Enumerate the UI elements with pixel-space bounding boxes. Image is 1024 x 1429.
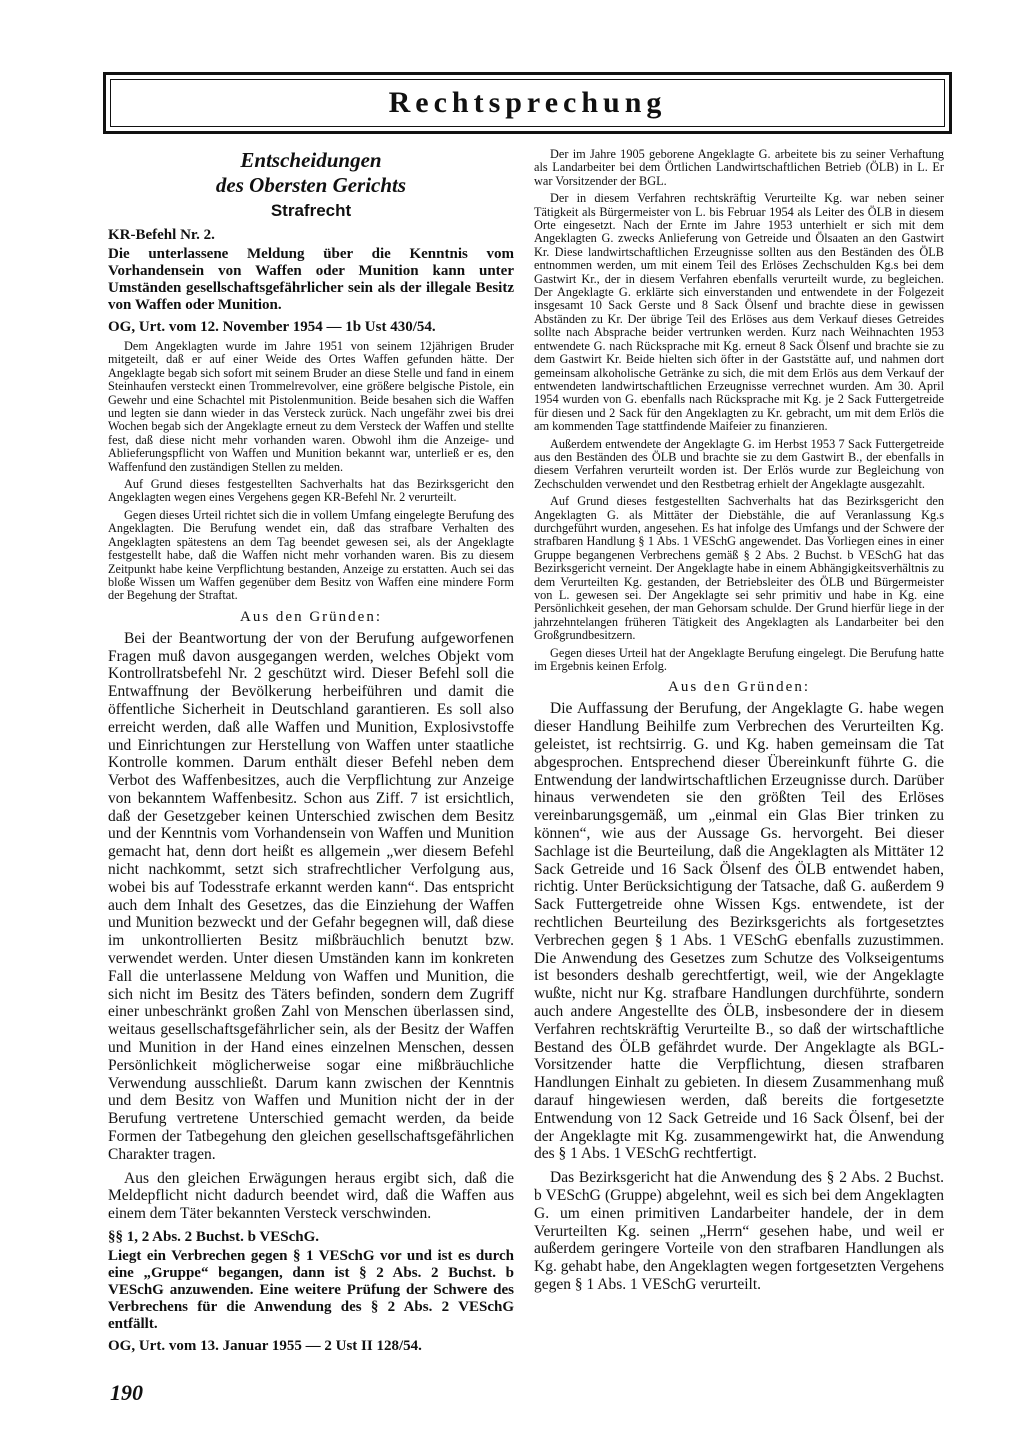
article-subtitle: Strafrecht [270,201,352,220]
section-header [103,72,952,134]
article-title-line2: des Obersten Gerichts [215,173,407,197]
case1-facts-paragraph: Auf Grund dieses festgestellten Sachverhalts hat das Bezirksgericht den Angeklagten wegen eines Vergehens gegen KR-Befehl Nr. 2 verurteilt. [108,477,514,505]
case2-law-reference: §§ 1, 2 Abs. 2 Buchst. b VESchG. [108,1229,320,1246]
section-header-inner-frame [110,79,945,127]
left-column [108,148,514,1359]
case2-facts-paragraph: Der im Jahre 1905 geborene Angeklagte G. arbeitete bis zu seiner Verhaftung als Landarbeiter bei dem Örtlichen Landwirtschaftlichen Betrieb (ÖLB) in L. Er war Vorsitzender der BGL. [534,147,944,188]
case2-citation: OG, Urt. vom 13. Januar 1955 — 2 Ust II 128/54. [108,1338,422,1355]
case2-grounds-paragraph: Die Auffassung der Berufung, der Angeklagte G. habe wegen dieser Handlung Beihilfe zum Verbrechen des Verurteilten Kg. geleistet, ist rechtsirrig. G. und Kg. haben gemeinsam die Tat abgesprochen. Entsprechend dieser Übereinkunft führte G. die Entwendung der landwirtschaftlichen Erzeugnisse durch. Darüber hinaus verwendeten sie den größten Teil des Erlöses vereinbarungsgemäß, um „einmal ein Glas Bier trinken zu können“, wie aus der Aussage Gs. hervorgeht. Bei dieser Sachlage ist die Beurteilung, daß die Angeklagten als Mittäter 12 Sack Getreide und 16 Sack Ölsenf des ÖLB entwendet haben, richtig. Unter Berücksichtigung der Tatsache, daß G. außerdem 9 Sack Futtergetreide ohne Wissen Kgs. entwendete, ist der rechtlichen Beurteilung des Bezirksgerichts als fortgesetztes Verbrechen gegen § 1 Abs. 1 VESchG ebenfalls zuzustimmen. Die Anwendung des Gesetzes zum Schutze des Volkseigentums ist besonders deshalb gerechtfertigt, weil, wie der Angeklagte wußte, nicht nur Kg. strafbare Handlungen durchführte, sondern auch andere Angestellte des ÖLB, insbesondere der in diesem Verfahren rechtskräftig Verurteilte B., so daß der wirtschaftliche Bestand des ÖLB gefährdet wurde. Der Angeklagte als BGL-Vorsitzender hatte die Verpflichtung, diesen strafbaren Handlungen Einhalt zu gebieten. In diesem Zusammenhang muß darauf hingewiesen werden, daß bereits die fortgesetzte Entwendung von 12 Sack Getreide und 16 Sack Ölsenf, bei der der Angeklagte mit Kg. zusammengewirkt hat, die Anwendung des § 1 Abs. 1 VESchG rechtfertigt. [534,700,944,1163]
page-number: 190 [110,1380,143,1405]
case1-grounds-paragraph: Aus den gleichen Erwägungen heraus ergibt sich, daß die Meldepflicht nicht dadurch beendet wird, daß die Waffen aus einem dem Täter bekannten Versteck verschwinden. [108,1169,514,1223]
case2-facts-paragraph: Außerdem entwendete der Angeklagte G. im Herbst 1953 7 Sack Futtergetreide aus den Beständen des ÖLB und brachte sie zu dem Gastwirt B., der ebenfalls in diesem Verfahren verurteilt worden ist. Der Erlös wurde zur Begleichung von Zechschulden verwendet und den Restbetrag erhielt der Angeklagte ausgezahlt. [534,436,944,491]
case1-citation: OG, Urt. vom 12. November 1954 — 1b Ust 430/54. [108,319,436,335]
article-title-line1: Entscheidungen [240,148,382,172]
case2-headnote: Liegt ein Verbrechen gegen § 1 VESchG vor und ist es durch eine „Gruppe“ begangen, dann ist § 2 Abs. 2 Buchst. b VESchG anzuwenden. Eine weitere Prüfung der Schwere des Verbrechens für die Anwendung des § 2 Abs. 2 VESchG entfällt. [108,1248,514,1333]
section-title: Rechtsprechung [388,86,667,119]
case1-facts-paragraph: Gegen dieses Urteil richtet sich die in vollem Umfang eingelegte Berufung des Angeklagten. Die Berufung wendet ein, daß das strafbare Verhalten des Angeklagten spätestens an dem Tag beendet gewesen sei, als der Angeklagte festgestellt habe, daß die Waffen nicht mehr vorhanden waren. Bis zu diesem Zeitpunkt habe keine Verpflichtung bestanden, Anzeige zu erstatten. Auch sei das bloße Wissen um Waffen gegenüber dem Besitz von Waffen eine mindere Form der Begehung der Straftat. [108,507,514,603]
right-column [534,148,944,1300]
case2-grounds-paragraph: Das Bezirksgericht hat die Anwendung des § 2 Abs. 2 Buchst. b VESchG (Gruppe) abgelehnt, weil es sich bei dem Angeklagten G. um einen primitiven Landarbeiter handele, der in dem Verurteilten Kg. seinen „Herrn“ gesehen habe, und weil er außerdem geringere Vorteile von den strafbaren Handlungen als Kg. gehabt habe, den Angeklagten wegen fortgesetzten Vergehens gegen § 1 Abs. 1 VESchG verurteilt. [534,1169,944,1293]
case1-facts-paragraph: Dem Angeklagten wurde im Jahre 1951 von seinem 12jährigen Bruder mitgeteilt, daß er auf einer Weide des Ortes Waffen gefunden hätte. Der Angeklagte begab sich sofort mit seinem Bruder an diese Stelle und fand in einem Steinhaufen versteckt einen Trommelrevolver, eine größere belgische Pistole, ein Gewehr und eine Schachtel mit Pistolenmunition. Beide besahen sich die Waffen und legten sie dann wieder in das Versteck zurück. Nach ungefähr zwei bis drei Wochen begab sich der Angeklagte erneut zu dem Versteck der Waffen und stellte fest, daß diese nicht mehr vorhanden waren. Obwohl ihm die Anzeige- und Ablieferungspflicht von Waffen und Munition bekannt war, unterließ er es, den Waffenfund den zuständigen Stellen zu melden. [108,339,514,474]
case2-facts-paragraph: Gegen dieses Urteil hat der Angeklagte Berufung eingelegt. Die Berufung hatte im Ergebnis keinen Erfolg. [534,645,944,674]
case1-headnote: Die unterlassene Meldung über die Kenntnis vom Vorhandensein von Waffen oder Munition kann unter Umständen gesellschaftsgefährlicher sein als der illegale Besitz von Waffen oder Munition. [108,246,514,313]
case2-facts-paragraph: Auf Grund dieses festgestellten Sachverhalts hat das Bezirksgericht den Angeklagten G. als Mittäter der Diebstähle, die auf Veranlassung Kg.s durchgeführt wurden, angesehen. Es hat infolge des Umfangs und der Schwere der strafbaren Handlung § 1 Abs. 1 VESchG angewendet. Das Vorliegen eines in einer Gruppe begangenen Verbrechens gemäß § 2 Abs. 2 Buchst. b VESchG hat das Bezirksgericht verneint. Der Angeklagte habe in einem Abhängigkeitsverhältnis zu dem Verurteilten Kg. gestanden, der Betriebsleiter des ÖLB und Bürgermeister von L. gewesen sei. Der Angeklagte sei sehr primitiv und habe in Kg. eine Persönlichkeit gesehen, der man Gehorsam schulde. Der Grund hierfür liege in der jahrzehntelangen früheren Tätigkeit des Angeklagten als Landarbeiter bei den Großgrundbesitzern. [534,494,944,643]
case1-grounds-heading: Aus den Gründen: [240,608,382,625]
case1-law-reference: KR-Befehl Nr. 2. [108,227,215,243]
case2-facts-paragraph: Der in diesem Verfahren rechtskräftig Verurteilte Kg. war neben seiner Tätigkeit als Bürgermeister von L. bis Februar 1954 als Leiter des ÖLB in diesem Orte eingesetzt. Nach der Ernte im Jahre 1953 unterhielt er sich mit dem Angeklagten G. zwecks Anlieferung von Getreide und Ölsaaten an den Gastwirt Kr. Diese landwirtschaftlichen Erzeugnisse sollten aus den Beständen des ÖLB entnommen werden, um mit einem Teil des Erlöses Zechschulden Kg.s bei dem Gastwirt Kr., der in diesem Verfahren ebenfalls verurteilt wurde, zu begleichen. Der Angeklagte G. erklärte sich einverstanden und entwendete in der Folgezeit insgesamt 10 Sack Gerste und 8 Sack Ölsenf und brachte diese in gewissen Abständen zu Kr. Der übrige Teil des Erlöses aus dem Verkauf dieses Getreides sollte nach Absprache beider vertrunken werden. Kurz nach Weihnachten 1953 entwendete G. nach Rücksprache mit Kg. erneut 8 Sack Ölsenf und brachte sie zu dem Gastwirt Kr. Beide hielten sich öfter in der Gaststätte auf, und nahmen dort gemeinsam alkoholische Getränke zu sich, die mit dem Erlös aus dem Verkauf der entwendeten landwirtschaftlichen Erzeugnisse verrechnet wurden. Am 30. April 1954 wurden von G. ebenfalls nach Rücksprache mit Kg. je 2 Sack Futtergetreide für diesen und 2 Sack für den Angeklagten zu Kr. gebracht, um mit dem Erlös die am kommenden Tage stattfindende Maifeier zu finanzieren. [534,191,944,434]
case2-grounds-heading: Aus den Gründen: [668,679,810,696]
case1-grounds-paragraph: Bei der Beantwortung der von der Berufung aufgeworfenen Fragen muß davon ausgegangen werden, welches Objekt vom Kontrollratsbefehl Nr. 2 geschützt wird. Dieser Befehl soll die Entwaffnung der Bevölkerung herbeiführen und damit die öffentliche Sicherheit in Deutschland garantieren. Es soll also erreicht werden, daß alle Waffen und Munition, Explosivstoffe und Einrichtungen zur Herstellung von Waffen unter staatliche Kontrolle kommen. Darum enthält dieser Befehl neben dem Verbot des Waffenbesitzes, auch die Verpflichtung zur Anzeige von bekanntem Waffenbesitz. Schon aus Ziff. 7 ist ersichtlich, daß der Gesetzgeber keinen Unterschied zwischen dem Besitz und der Kenntnis vom Vorhandensein von Waffen und Munition gemacht hat, denn dort heißt es allgemein „wer diesem Befehl nicht nachkommt, setzt sich strafrechtlicher Verfolgung aus, wobei bis auf Todesstrafe erkannt werden kann“. Das entspricht auch dem Inhalt des Gesetzes, das die Einziehung der Waffen und Munition bezweckt und der Gefahr begegnen will, daß diese im unkontrollierten Besitz mißbräuchlich benutzt bzw. verwendet werden. Unter diesen Umständen kann im konkreten Fall die unterlassene Meldung von Waffen und Munition, die sich nicht im Besitz des Täters befinden, sondern dem Zugriff einer unbeschränkt großen Zahl von Menschen überlassen sind, weitaus gesellschaftsgefährlicher sein, als der Besitz der Waffen und Munition in der Hand eines einzelnen Menschen, dessen Persönlichkeit möglicherweise sogar eine mißbräuchliche Verwendung ausschließt. Darum kann zwischen der Kenntnis und dem Besitz von Waffen und Munition nicht der in der Berufung vertretene Unterschied gemacht werden, da beide Formen der Tatbegehung den gleichen gesellschaftsgefährlichen Charakter tragen. [108,629,514,1163]
